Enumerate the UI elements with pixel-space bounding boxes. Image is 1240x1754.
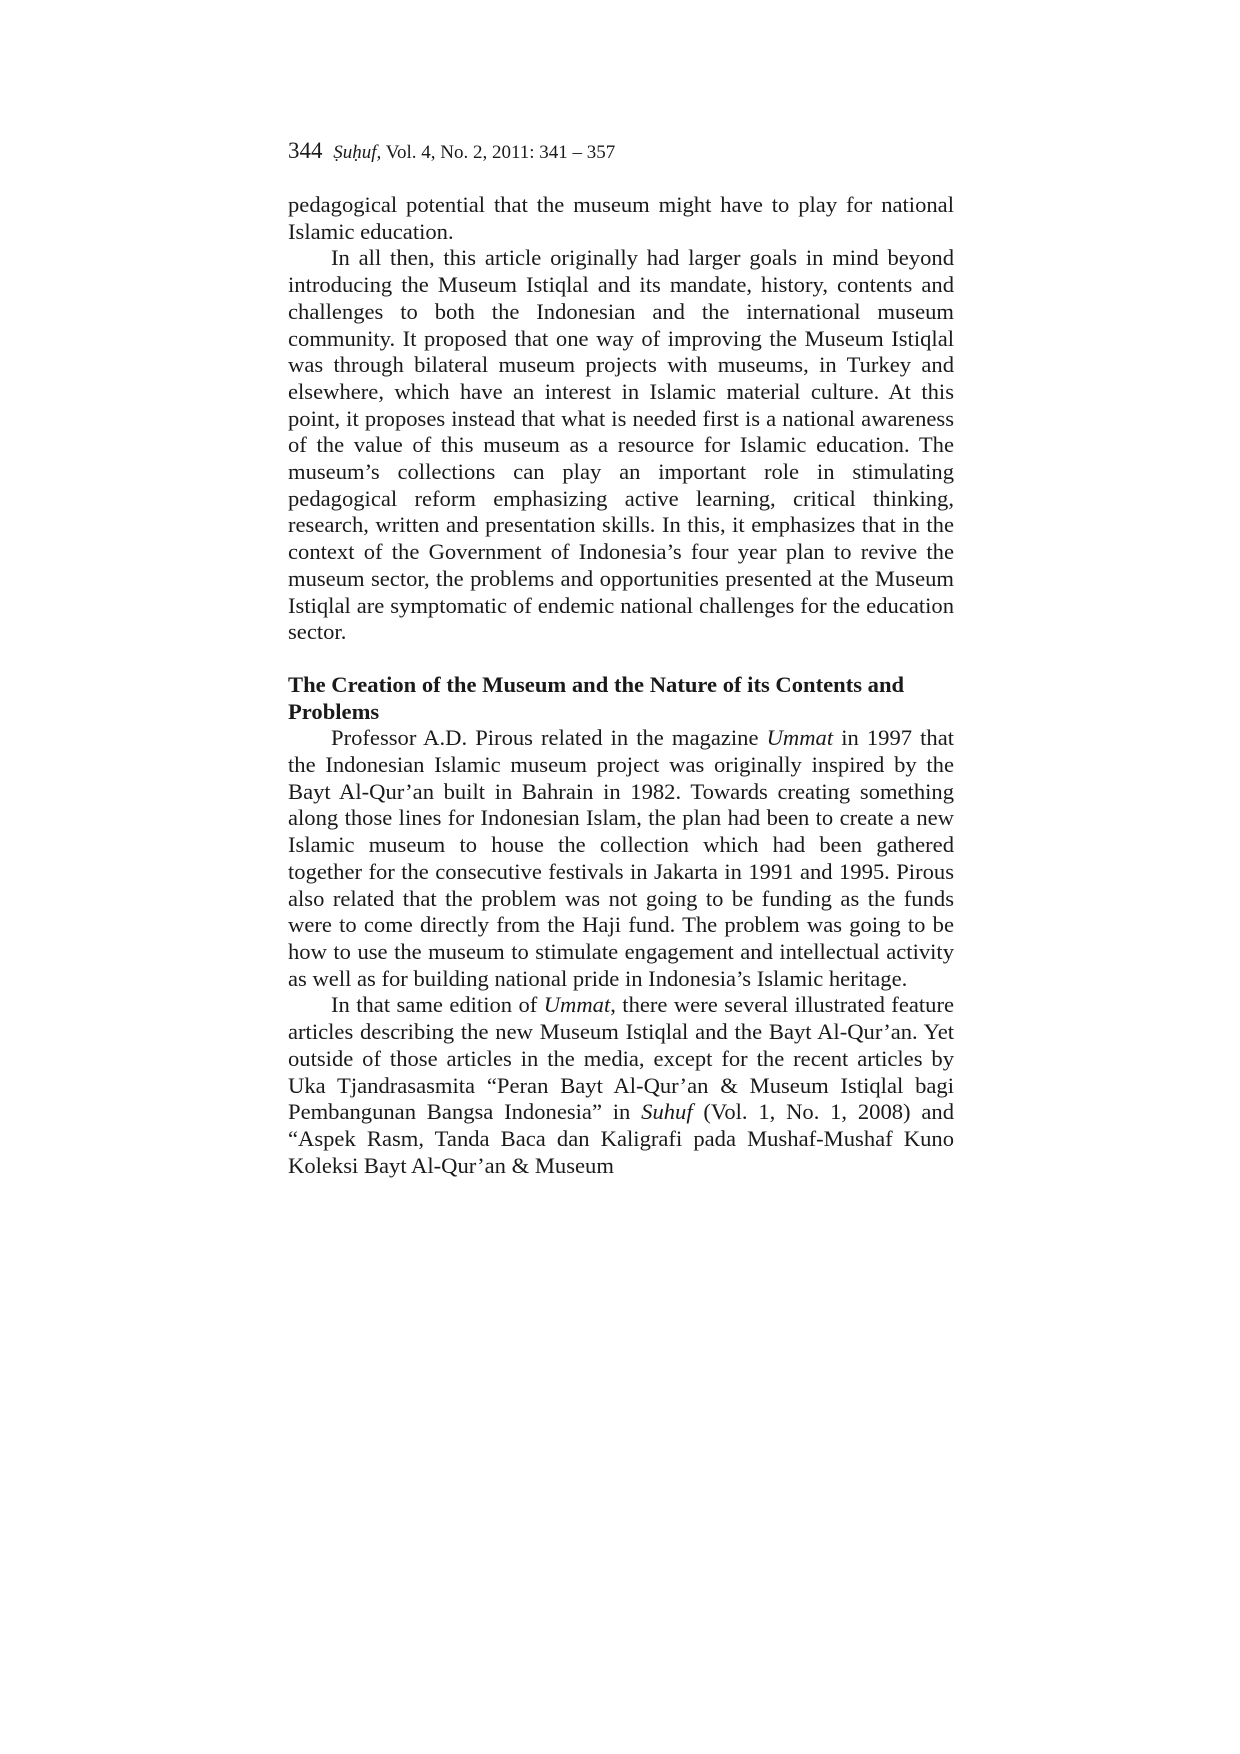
document-page — [288, 138, 954, 1179]
paragraph: In all then, this article originally had larger goals in mind beyond introducing the Museum Istiqlal and its mandate, history, contents and challenges to both the Indonesian and the international museum community. It proposed that one way of improving the Museum Istiqlal was through bilateral museum projects with museums, in Turkey and elsewhere, which have an interest in Islamic material culture. At this point, it proposes instead that what is needed first is a national awareness of the value of this museum as a resource for Islamic education. The museum’s collections can play an important role in stimulating pedagogical reform emphasizing active learning, critical thinking, research, written and presentation skills. In this, it emphasizes that in the context of the Government of Indonesia’s four year plan to revive the museum sector, the problems and opportunities presented at the Museum Istiqlal are symptomatic of endemic national challenges for the education sector. — [288, 245, 954, 645]
text-run: Professor A.D. Pirous related in the magazine — [331, 725, 767, 751]
text-run: in 1997 that the Indonesian Islamic museum project was originally inspired by the Bayt Al-Qur’an built in Bahrain in 1982. Towards creating something along those lines for Indonesian Islam, the plan had been to create a new Islamic museum to house the collection which had been gathered together for the consecutive festivals in Jakarta in 1991 and 1995. Pirous also related that the problem was not going to be funding as the funds were to come directly from the Haji fund. The problem was going to be how to use the museum to stimulate engagement and intellectual activity as well as for building national pride in Indonesia’s Islamic heritage. — [288, 725, 955, 991]
paragraph — [288, 725, 954, 992]
citation: Vol. 4, No. 2, 2011: 341 – 357 — [385, 142, 616, 163]
italic-run: Suhuf — [641, 1099, 693, 1125]
section-heading: The Creation of the Museum and the Nature of its Contents and Problems — [288, 671, 905, 724]
paragraph — [288, 992, 954, 1179]
page-number: 344 — [288, 138, 323, 163]
text-run: In that same edition of — [331, 992, 544, 1018]
body-text — [288, 192, 954, 1179]
text-run: , there were several illustrated feature articles describing the new Museum Istiqlal and the Bayt Al-Qur’an. Yet outside of those articles in the media, except for the recent articles by Uka Tjandrasasmita “Peran Bayt Al-Qur’an & Museum Istiqlal bagi Pembangunan Bangsa Indonesia” in — [288, 992, 954, 1125]
running-head — [288, 138, 954, 166]
journal-title: Ṣuḥuf, — [333, 142, 382, 163]
text-run: (Vol. 1, No. 1, 2008) and “Aspek Rasm, Tanda Baca dan Kaligrafi pada Mushaf-Mushaf Kuno Koleksi Bayt Al-Qur’an & Museum — [288, 1099, 954, 1178]
italic-run: Ummat — [543, 992, 611, 1018]
paragraph: pedagogical potential that the museum might have to play for national Islamic education. — [288, 192, 954, 244]
italic-run: Ummat — [766, 725, 834, 751]
